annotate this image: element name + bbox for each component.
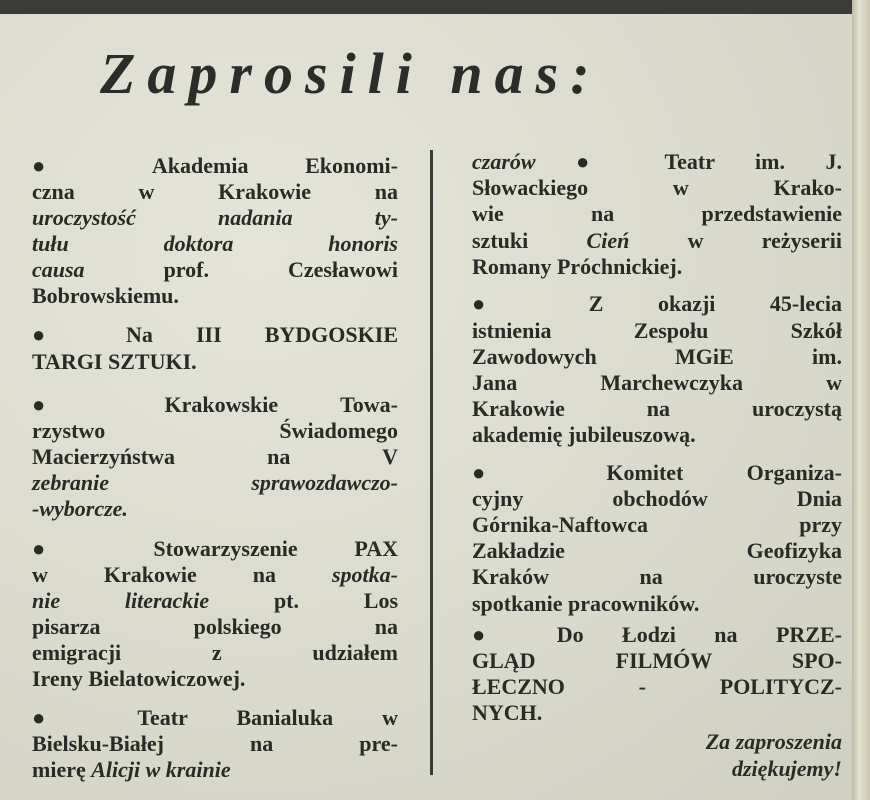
bold-text: emigracji z udziałem — [32, 640, 398, 665]
thanks-line — [472, 729, 842, 755]
italic-text: uroczystość nadania ty- — [32, 205, 398, 230]
bold-text: ŁECZNO - POLITYCZ- — [472, 674, 842, 699]
bold-text: ● Stowarzyszenie PAX — [32, 536, 398, 561]
bold-text: GLĄD FILMÓW SPO- — [472, 648, 842, 673]
article-line — [32, 322, 398, 348]
article-line — [472, 370, 842, 396]
article-line — [472, 564, 842, 590]
article-line — [32, 757, 398, 783]
bold-text: pisarza polskiego na — [32, 614, 398, 639]
bold-text: ● Teatr Banialuka w — [32, 705, 398, 730]
bold-text: istnienia Zespołu Szkół — [472, 318, 842, 343]
bold-text: Romany Próchnickiej. — [472, 254, 683, 279]
bold-text: NYCH. — [472, 700, 543, 725]
bold-text: spotkanie pracowników. — [472, 591, 700, 616]
italic-text: czarów — [472, 149, 536, 174]
bold-text: w reżyserii — [629, 228, 842, 253]
article-line — [32, 231, 398, 257]
bold-text: ● Akademia Ekonomi- — [32, 153, 398, 178]
article-line — [32, 731, 398, 757]
bold-text: czna w Krakowie na — [32, 179, 398, 204]
article-line — [32, 418, 398, 444]
bold-text: ● Do Łodzi na PRZE- — [472, 622, 842, 647]
column-divider — [430, 150, 433, 775]
article-line — [472, 228, 842, 254]
bold-text: wie na przedstawienie — [472, 201, 842, 226]
bold-text: Bobrowskiemu. — [32, 283, 179, 308]
italic-text: -wyborcze. — [32, 496, 128, 521]
italic-text: dziękujemy! — [732, 756, 842, 781]
article-line — [472, 674, 842, 700]
bold-text: pt. Los — [209, 588, 399, 613]
italic-text: tułu doktora honoris — [32, 231, 398, 256]
bold-text: ● Na III BYDGOSKIE — [32, 322, 398, 347]
bold-text: ● Krakowskie Towa- — [32, 392, 398, 417]
italic-text: zebranie sprawozdawczo- — [32, 470, 398, 495]
article-line — [472, 254, 842, 280]
bold-text: prof. Czesławowi — [84, 257, 398, 282]
bold-text: cyjny obchodów Dnia — [472, 486, 842, 511]
article-line — [472, 700, 842, 726]
article-line — [32, 257, 398, 283]
article-line — [32, 470, 398, 496]
thanks-line — [472, 756, 842, 782]
article-line — [32, 444, 398, 470]
italic-text: Alicji w krainie — [91, 757, 231, 782]
article-line — [32, 614, 398, 640]
article-line — [32, 205, 398, 231]
article-line — [32, 536, 398, 562]
bold-text: ● Z okazji 45-lecia — [472, 291, 842, 316]
italic-text: Za zaproszenia — [705, 729, 842, 754]
article-line — [472, 344, 842, 370]
bold-text: akademię jubileuszową. — [472, 422, 696, 447]
page-edge — [852, 0, 870, 800]
headline: Zaprosili nas: — [100, 41, 602, 106]
article-line — [472, 396, 842, 422]
article-line — [472, 591, 842, 617]
bold-text: w Krakowie na — [32, 562, 332, 587]
bold-text: Krakowie na uroczystą — [472, 396, 842, 421]
bold-text: TARGI SZTUKI. — [32, 349, 197, 374]
italic-text: nie literackie — [32, 588, 210, 613]
bold-text: Jana Marchewczyka w — [472, 370, 842, 395]
article-line — [32, 283, 398, 309]
bold-text: ● Teatr im. J. — [535, 149, 842, 174]
article-line — [472, 486, 842, 512]
article-line — [32, 588, 398, 614]
bold-text: Zakładzie Geofizyka — [472, 538, 842, 563]
bold-text: Ireny Bielatowiczowej. — [32, 666, 246, 691]
article-line — [472, 622, 842, 648]
bold-text: Macierzyństwa na V — [32, 444, 398, 469]
article-line — [32, 640, 398, 666]
italic-text: Cień — [586, 228, 630, 253]
top-border — [0, 0, 870, 14]
article-line — [472, 201, 842, 227]
italic-text: spotka- — [332, 562, 398, 587]
article-line — [472, 648, 842, 674]
article-line — [472, 460, 842, 486]
article-line — [472, 175, 842, 201]
article-line — [472, 538, 842, 564]
article-line — [32, 666, 398, 692]
article-line — [32, 349, 398, 375]
bold-text: rzystwo Świadomego — [32, 418, 398, 443]
bold-text: sztuki — [472, 228, 587, 253]
article-line — [32, 496, 398, 522]
italic-text: causa — [32, 257, 85, 282]
bold-text: ● Komitet Organiza- — [472, 460, 842, 485]
article-line — [32, 705, 398, 731]
article-line — [472, 512, 842, 538]
article-line — [472, 149, 842, 175]
article-line — [32, 179, 398, 205]
bold-text: Słowackiego w Krako- — [472, 175, 842, 200]
article-line — [472, 318, 842, 344]
article-line — [472, 291, 842, 317]
bold-text: Zawodowych MGiE im. — [472, 344, 842, 369]
bold-text: Górnika-Naftowca przy — [472, 512, 842, 537]
article-line — [32, 562, 398, 588]
bold-text: Kraków na uroczyste — [472, 564, 842, 589]
article-line — [472, 422, 842, 448]
bold-text: mierę — [32, 757, 92, 782]
bold-text: Bielsku-Białej na pre- — [32, 731, 398, 756]
article-line — [32, 392, 398, 418]
article-line — [32, 153, 398, 179]
